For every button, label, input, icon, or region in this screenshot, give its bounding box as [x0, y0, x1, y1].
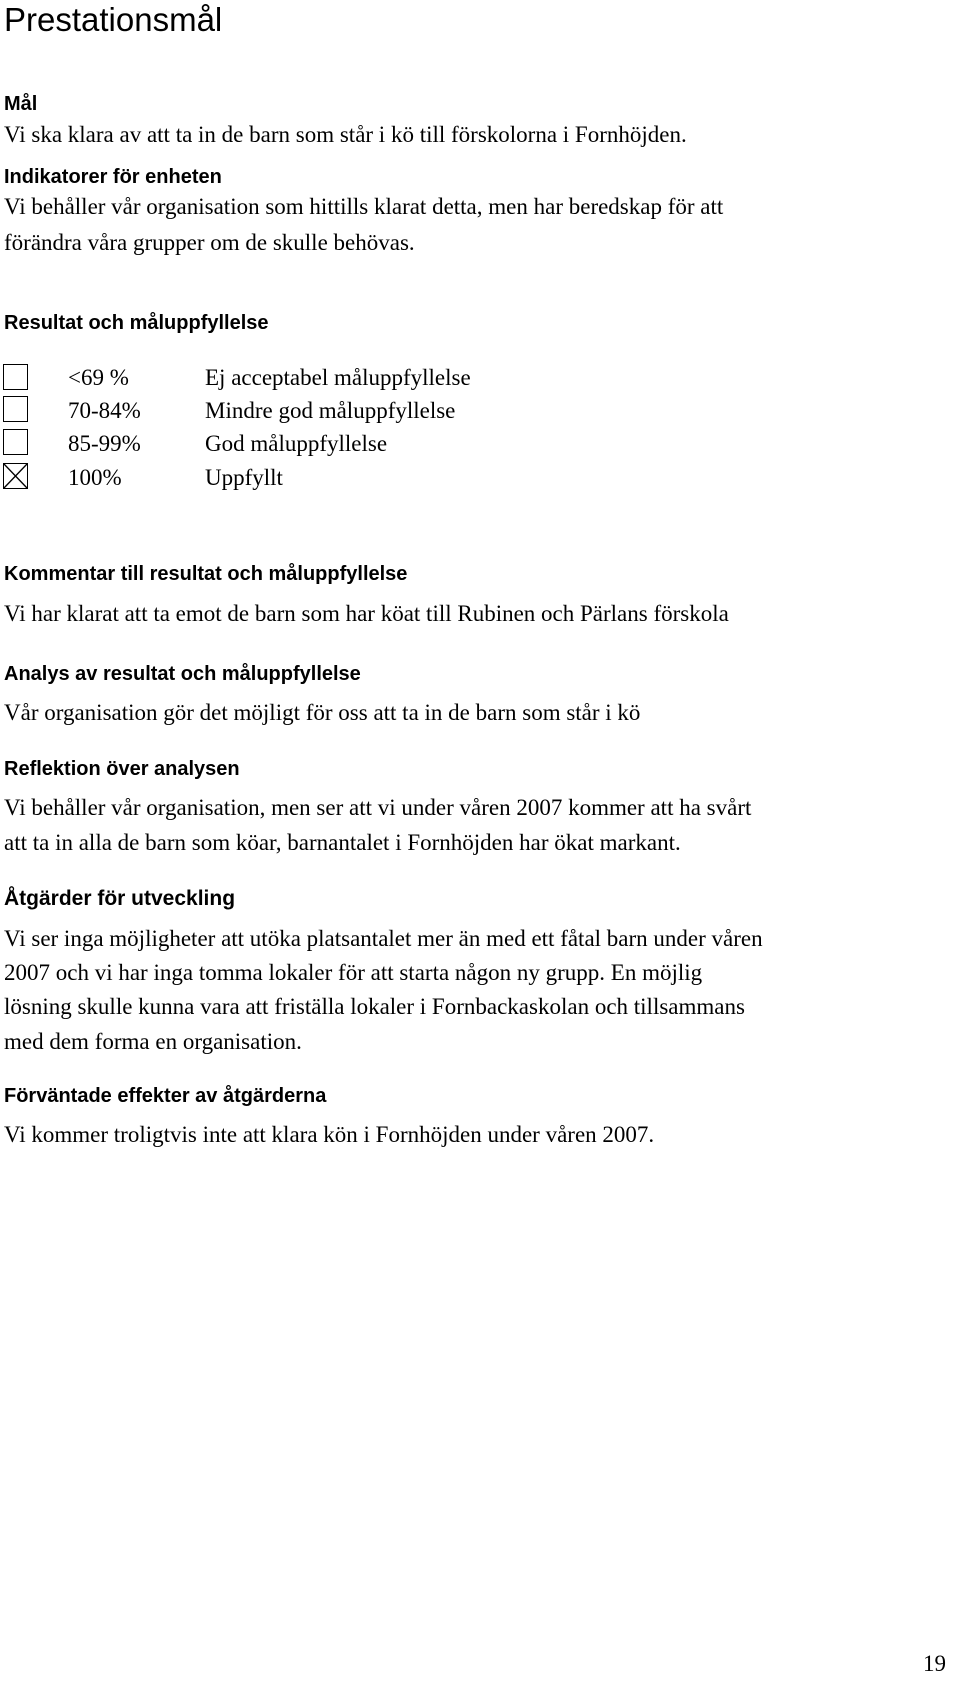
goal-text: Vi ska klara av att ta in de barn som står i kö till förskolorna i Fornhöjden.: [4, 122, 687, 147]
rating-label-1: Ej acceptabel måluppfyllelse: [205, 365, 471, 390]
indicators-line-2: förändra våra grupper om de skulle behövas.: [4, 230, 415, 255]
actions-line-4: med dem forma en organisation.: [4, 1029, 302, 1054]
actions-line-1: Vi ser inga möjligheter att utöka platsantalet mer än med ett fåtal barn under våren: [4, 926, 763, 951]
indicators-line-1: Vi behåller vår organisation som hittills klarat detta, men har beredskap för att: [4, 194, 724, 219]
comment-heading: Kommentar till resultat och måluppfyllelse: [4, 563, 408, 585]
checkmark-x-icon: [4, 464, 27, 488]
results-heading: Resultat och måluppfyllelse: [4, 312, 269, 334]
rating-checkbox-3[interactable]: [3, 429, 28, 455]
rating-label-3: God måluppfyllelse: [205, 431, 388, 456]
analysis-heading: Analys av resultat och måluppfyllelse: [4, 663, 361, 685]
rating-checkbox-1[interactable]: [3, 364, 28, 390]
indicators-heading: Indikatorer för enheten: [4, 166, 222, 188]
reflection-heading: Reflektion över analysen: [4, 758, 240, 780]
effects-heading: Förväntade effekter av åtgärderna: [4, 1085, 327, 1107]
reflection-line-2: att ta in alla de barn som köar, barnantalet i Fornhöjden har ökat markant.: [4, 830, 681, 855]
reflection-line-1: Vi behåller vår organisation, men ser att vi under våren 2007 kommer att ha svårt: [4, 795, 752, 820]
effects-text: Vi kommer troligtvis inte att klara kön i Fornhöjden under våren 2007.: [4, 1122, 655, 1147]
actions-heading: Åtgärder för utveckling: [4, 887, 236, 910]
page-number: 19: [923, 1651, 946, 1676]
rating-checkbox-2[interactable]: [3, 396, 28, 422]
page-title: Prestationsmål: [4, 1, 223, 38]
goal-heading: Mål: [4, 93, 38, 115]
analysis-text: Vår organisation gör det möjligt för oss att ta in de barn som står i kö: [4, 700, 641, 725]
rating-range-2: 70-84%: [68, 398, 141, 423]
rating-range-3: 85-99%: [68, 431, 141, 456]
rating-label-2: Mindre god måluppfyllelse: [205, 398, 456, 423]
rating-checkbox-4[interactable]: [3, 463, 28, 489]
actions-line-2: 2007 och vi har inga tomma lokaler för att starta någon ny grupp. En möjlig: [4, 960, 703, 985]
rating-range-1: <69 %: [68, 365, 129, 390]
rating-range-4: 100%: [68, 465, 122, 490]
actions-line-3: lösning skulle kunna vara att friställa lokaler i Fornbackaskolan och tillsammans: [4, 994, 745, 1019]
rating-label-4: Uppfyllt: [205, 465, 283, 490]
comment-text: Vi har klarat att ta emot de barn som har köat till Rubinen och Pärlans förskola: [4, 601, 729, 626]
